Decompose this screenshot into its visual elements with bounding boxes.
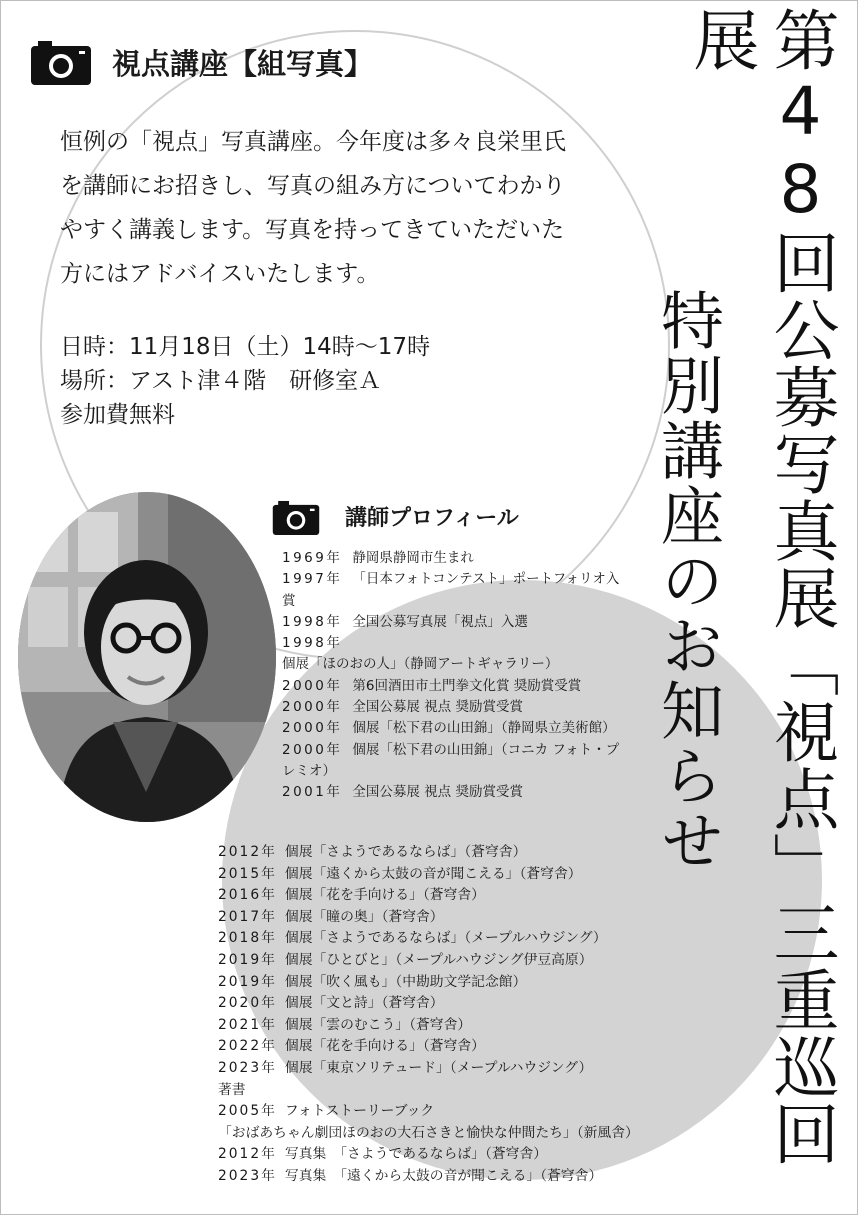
profile-text: 個展「ほのおの人」（静岡アートギャラリー） xyxy=(282,656,559,673)
work-year: 2016年 xyxy=(218,887,277,904)
list-item xyxy=(282,633,622,676)
profile-year: 2000年 xyxy=(282,677,343,694)
list-item xyxy=(218,928,638,950)
list-item xyxy=(218,993,638,1015)
profile-title: 講師プロフィール xyxy=(345,506,519,531)
intro-line: やすく講義します。写真を持ってきていただいた xyxy=(60,217,565,243)
event-info xyxy=(60,330,430,432)
camera-icon xyxy=(30,40,92,86)
work-text: 個展「遠くから太鼓の音が聞こえる」（蒼穹舎） xyxy=(284,865,582,882)
work-text: 個展「文と詩」（蒼穹舎） xyxy=(284,995,444,1012)
profile-year: 1997年 xyxy=(282,571,343,588)
main-title: 第48回公募写真展「視点」三重巡回展 xyxy=(682,6,839,1167)
list-item xyxy=(282,718,622,739)
list-item xyxy=(282,569,622,612)
work-text: 個展「さようであるならば」（メープルハウジング） xyxy=(284,930,607,947)
event-datetime: 日時：11月18日（土）14時～17時 xyxy=(60,334,431,360)
profile-text: 「日本フォトコンテスト」ポートフォリオ入賞 xyxy=(282,571,620,609)
book-year: 2023年 xyxy=(218,1167,277,1184)
profile-year: 2001年 xyxy=(282,784,343,801)
work-text: 個展「花を手向ける」（蒼穹舎） xyxy=(284,1038,485,1055)
list-item xyxy=(218,864,638,886)
intro-paragraph xyxy=(60,120,620,296)
profile-text: 個展「松下君の山田錦」（コニカ フォト・プレミオ） xyxy=(282,741,620,779)
profile-text: 全国公募展 視点 奨励賞受賞 xyxy=(352,784,523,801)
lecturer-photo xyxy=(18,492,276,822)
work-year: 2017年 xyxy=(218,908,277,925)
work-year: 2019年 xyxy=(218,951,277,968)
works-list xyxy=(218,842,638,1188)
profile-year: 1998年 xyxy=(282,635,343,652)
list-item xyxy=(218,1101,638,1123)
sub-title: 特別講座のお知らせ xyxy=(651,288,724,873)
profile-text: 第6回酒田市土門拳文化賞 奨励賞受賞 xyxy=(352,677,582,694)
list-item xyxy=(218,842,638,864)
work-year: 2020年 xyxy=(218,995,277,1012)
work-text: 個展「花を手向ける」（蒼穹舎） xyxy=(284,887,485,904)
work-text: 個展「さようであるならば」（蒼穹舎） xyxy=(284,844,527,860)
work-year: 2015年 xyxy=(218,865,277,882)
list-item xyxy=(218,907,638,929)
list-item xyxy=(218,1144,638,1166)
work-text: 個展「ひとびと」（メープルハウジング伊豆高原） xyxy=(284,951,593,968)
list-item xyxy=(282,676,622,697)
list-item xyxy=(282,548,622,569)
intro-line: を講師にお招きし、写真の組み方についてわかり xyxy=(60,173,566,199)
profile-list xyxy=(282,548,622,804)
profile-text: 静岡県静岡市生まれ xyxy=(352,550,474,566)
work-year: 2012年 xyxy=(218,844,277,860)
book-text: フォトストーリーブック xyxy=(284,1103,435,1120)
books-heading: 著書 xyxy=(218,1081,246,1098)
intro-line: 方にはアドバイスいたします。 xyxy=(60,261,380,287)
list-item xyxy=(218,1166,638,1188)
work-text: 個展「雲のむこう」（蒼穹舎） xyxy=(284,1016,472,1033)
work-text: 個展「東京ソリテュード」（メープルハウジング） xyxy=(284,1059,593,1076)
work-year: 2023年 xyxy=(218,1059,277,1076)
work-year: 2021年 xyxy=(218,1016,277,1033)
list-item xyxy=(282,782,622,803)
profile-year: 2000年 xyxy=(282,699,343,716)
profile-text: 全国公募展 視点 奨励賞受賞 xyxy=(352,699,523,716)
profile-year: 2000年 xyxy=(282,720,343,737)
list-item xyxy=(218,1036,638,1058)
list-item xyxy=(218,950,638,972)
book-text: 「おばあちゃん劇団ほのおの大石さきと愉快な仲間たち」（新風舎） xyxy=(218,1124,639,1141)
list-item xyxy=(282,697,622,718)
list-item xyxy=(218,885,638,907)
work-text: 個展「瞳の奥」（蒼穹舎） xyxy=(284,908,444,925)
list-item xyxy=(282,740,622,783)
book-year: 2005年 xyxy=(218,1103,277,1120)
book-text: 写真集 「さようであるならば」（蒼穹舎） xyxy=(284,1146,548,1163)
list-item xyxy=(218,1058,638,1080)
event-fee: 参加費無料 xyxy=(60,402,175,428)
camera-icon xyxy=(272,500,320,536)
profile-year: 2000年 xyxy=(282,741,343,758)
work-text: 個展「吹く風も」（中勘助文学記念館） xyxy=(284,973,527,990)
list-item xyxy=(218,972,638,994)
profile-year: 1969年 xyxy=(282,550,343,566)
work-year: 2018年 xyxy=(218,930,277,947)
profile-year: 1998年 xyxy=(282,613,343,630)
list-item xyxy=(218,1123,638,1145)
profile-text: 全国公募写真展「視点」入選 xyxy=(352,613,528,630)
intro-line: 恒例の「視点」写真講座。今年度は多々良栄里氏 xyxy=(60,129,566,155)
work-year: 2019年 xyxy=(218,973,277,990)
work-year: 2022年 xyxy=(218,1038,277,1055)
event-place: 場所：アスト津４階 研修室Ａ xyxy=(60,368,382,394)
list-item xyxy=(282,612,622,633)
section-title: 視点講座【組写真】 xyxy=(112,47,374,81)
book-text: 写真集 「遠くから太鼓の音が聞こえる」（蒼穹舎） xyxy=(284,1167,603,1184)
book-year: 2012年 xyxy=(218,1146,277,1163)
list-item xyxy=(218,1015,638,1037)
profile-text: 個展「松下君の山田錦」（静岡県立美術館） xyxy=(352,720,616,737)
